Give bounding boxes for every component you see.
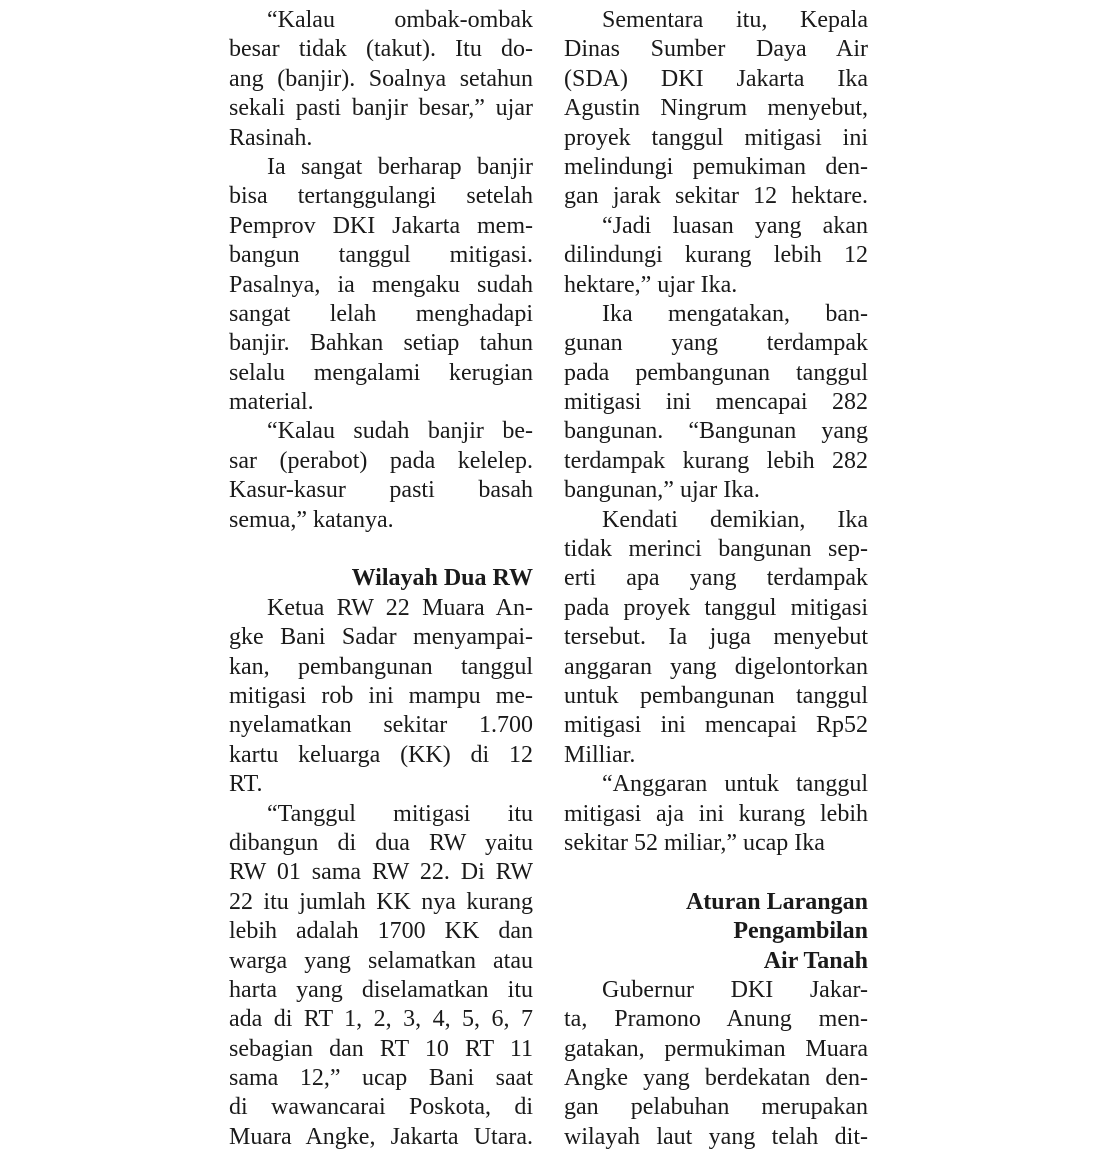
text-line: kan, pembangunan tanggul: [229, 653, 533, 680]
text-line: Kendati demikian, Ika: [602, 506, 868, 533]
text-line: Gubernur DKI Jakar-: [602, 976, 868, 1003]
text-line: sar (perabot) pada kelelep.: [229, 447, 533, 474]
text-line: RW 01 sama RW 22. Di RW: [229, 859, 533, 886]
text-line: mitigasi ini mencapai Rp52: [564, 712, 868, 739]
text-line: ada di RT 1, 2, 3, 4, 5, 6, 7: [229, 1006, 533, 1033]
text-line: Kasur-kasur pasti basah: [229, 477, 533, 504]
text-line: Angke yang berdekatan den-: [564, 1065, 868, 1092]
text-line: ta, Pramono Anung men-: [564, 1006, 868, 1033]
text-line: gan jarak sekitar 12 hektare.: [564, 183, 868, 210]
text-line: Dinas Sumber Daya Air: [564, 36, 868, 63]
text-line: material.: [229, 389, 314, 416]
text-line: Pemprov DKI Jakarta mem-: [229, 212, 533, 239]
text-line: bangun tanggul mitigasi.: [229, 242, 533, 269]
text-line: Ika mengatakan, ban-: [602, 300, 868, 327]
text-line: Ketua RW 22 Muara An-: [267, 594, 533, 621]
text-line: pada proyek tanggul mitigasi: [564, 594, 868, 621]
section-heading: Pengambilan: [733, 918, 868, 945]
text-line: Rasinah.: [229, 124, 313, 151]
text-line: sekitar 52 miliar,” ucap Ika: [564, 829, 825, 856]
text-line: besar tidak (takut). Itu do-: [229, 36, 533, 63]
text-line: bangunan,” ujar Ika.: [564, 477, 760, 504]
paragraph-spacer: [564, 858, 868, 887]
text-line: melindungi pemukiman den-: [564, 153, 868, 180]
text-line: Agustin Ningrum menyebut,: [564, 95, 868, 122]
text-line: bangunan. “Bangunan yang: [564, 418, 868, 445]
article-column-right: [564, 6, 868, 1152]
text-line: Milliar.: [564, 741, 636, 768]
text-line: proyek tanggul mitigasi ini: [564, 124, 868, 151]
text-line: dilindungi kurang lebih 12: [564, 242, 868, 269]
text-line: gke Bani Sadar menyampai-: [229, 624, 533, 651]
text-line: mitigasi aja ini kurang lebih: [564, 800, 868, 827]
text-line: gatakan, permukiman Muara: [564, 1035, 868, 1062]
text-line: terdampak kurang lebih 282: [564, 447, 868, 474]
text-line: Pasalnya, ia mengaku sudah: [229, 271, 533, 298]
text-line: “Kalau sudah banjir be-: [267, 418, 533, 445]
text-line: hektare,” ujar Ika.: [564, 271, 738, 298]
text-line: (SDA) DKI Jakarta Ika: [564, 65, 868, 92]
text-line: semua,” katanya.: [229, 506, 394, 533]
text-line: mitigasi ini mencapai 282: [564, 389, 868, 416]
text-line: erti apa yang terdampak: [564, 565, 868, 592]
text-line: ang (banjir). Soalnya setahun: [229, 65, 533, 92]
section-heading: Air Tanah: [763, 947, 868, 974]
text-line: Sementara itu, Kepala: [602, 7, 868, 33]
text-line: sangat lelah menghadapi: [229, 300, 533, 327]
text-line: “Tanggul mitigasi itu: [267, 800, 533, 827]
text-line: untuk pembangunan tanggul: [564, 682, 868, 709]
text-line: lebih adalah 1700 KK dan: [229, 918, 533, 945]
text-line: tersebut. Ia juga menyebut: [564, 624, 868, 651]
text-line: sama 12,” ucap Bani saat: [229, 1065, 533, 1092]
text-line: sekali pasti banjir besar,” ujar: [229, 95, 533, 122]
text-line: Ia sangat berharap banjir: [267, 153, 533, 180]
text-line: mitigasi rob ini mampu me-: [229, 682, 533, 709]
text-line: bisa tertanggulangi setelah: [229, 183, 533, 210]
text-line: selalu mengalami kerugian: [229, 359, 533, 386]
article-column-left: [229, 6, 533, 1152]
text-line: wilayah laut yang telah dit-: [564, 1123, 868, 1150]
text-line: dibangun di dua RW yaitu: [229, 829, 533, 856]
text-line: anggaran yang digelontorkan: [564, 653, 868, 680]
text-line: nyelamatkan sekitar 1.700: [229, 712, 533, 739]
text-line: tidak merinci bangunan sep-: [564, 536, 868, 563]
section-heading: Aturan Larangan: [685, 888, 868, 915]
paragraph-spacer: [229, 535, 533, 564]
text-line: banjir. Bahkan setiap tahun: [229, 330, 533, 357]
text-line: gan pelabuhan merupakan: [564, 1094, 868, 1121]
section-heading: Wilayah Dua RW: [351, 565, 533, 592]
text-line: 22 itu jumlah KK nya kurang: [229, 888, 533, 915]
text-line: pada pembangunan tanggul: [564, 359, 868, 386]
text-line: di wawancarai Poskota, di: [229, 1094, 533, 1121]
text-line: gunan yang terdampak: [564, 330, 868, 357]
text-line: kartu keluarga (KK) di 12: [229, 741, 533, 768]
text-line: RT.: [229, 771, 263, 798]
text-line: warga yang selamatkan atau: [229, 947, 533, 974]
text-line: Muara Angke, Jakarta Utara.: [229, 1123, 533, 1150]
text-line: harta yang diselamatkan itu: [229, 976, 533, 1003]
text-line: “Anggaran untuk tanggul: [602, 771, 868, 798]
text-line: “Jadi luasan yang akan: [602, 212, 868, 239]
text-line: “Kalau ombak-ombak: [267, 7, 533, 33]
text-line: sebagian dan RT 10 RT 11: [229, 1035, 533, 1062]
